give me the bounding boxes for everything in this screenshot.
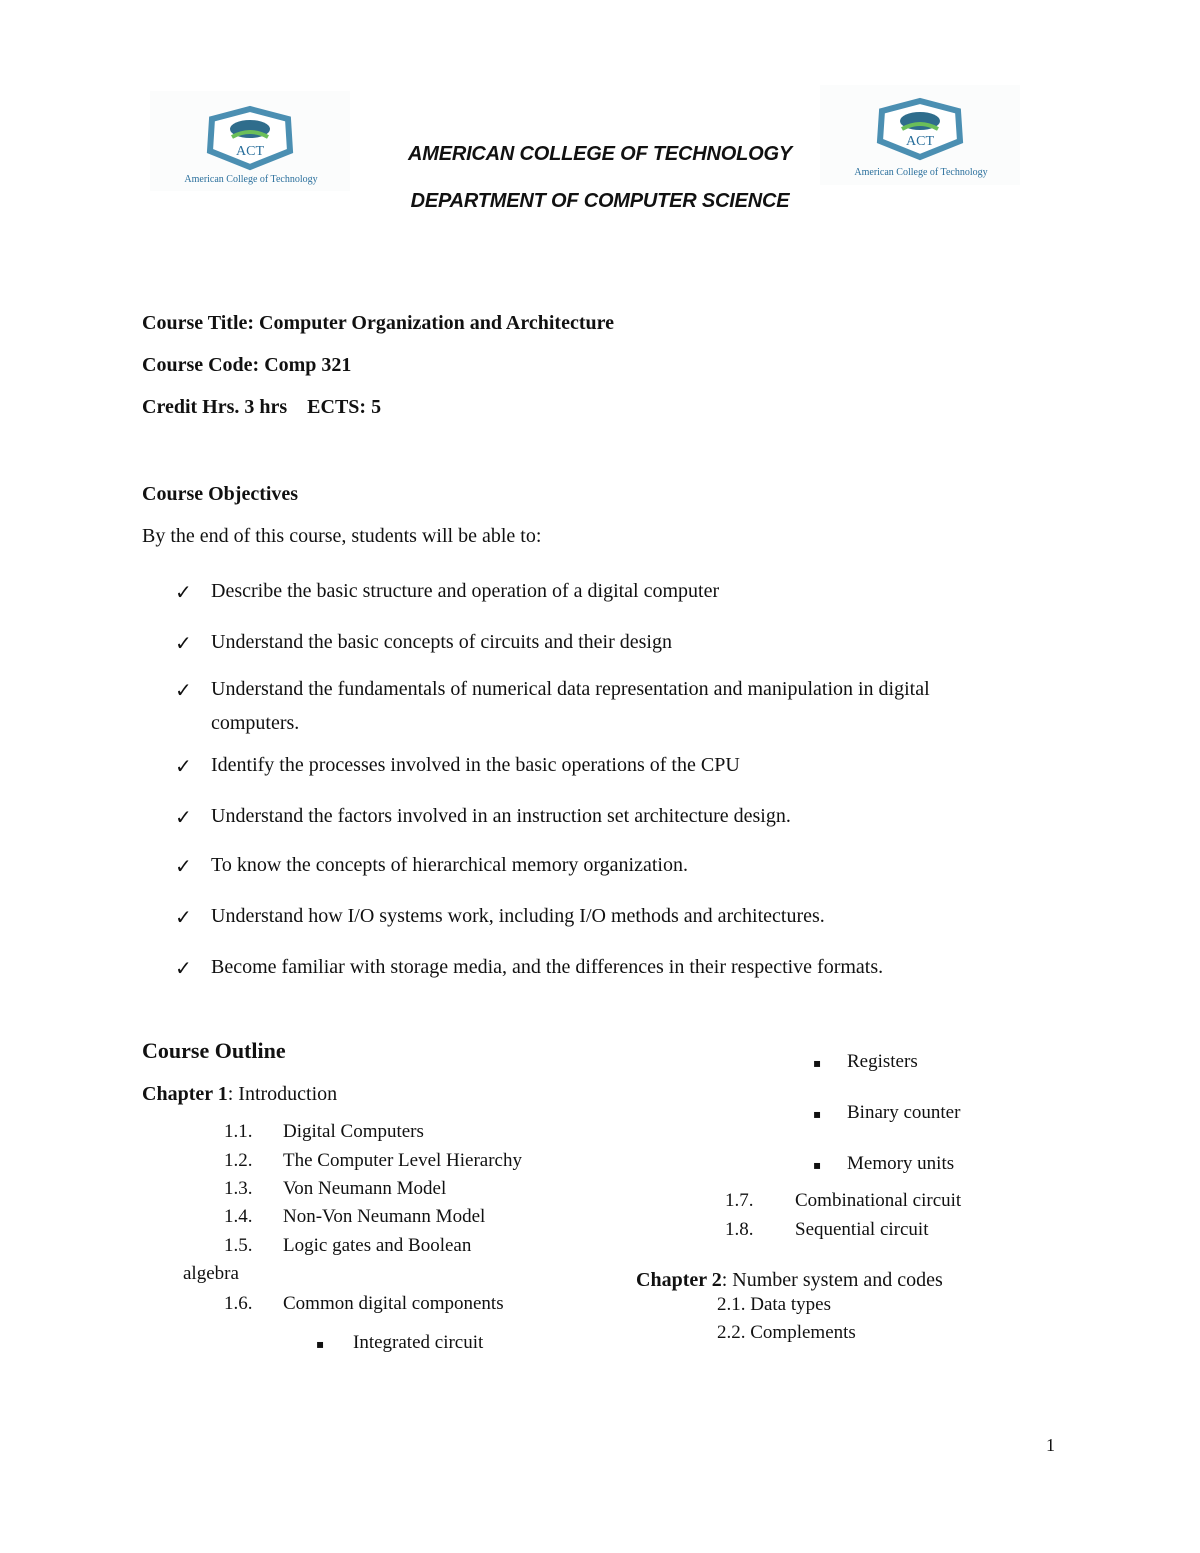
component-item: Binary counter	[847, 1102, 961, 1123]
check-icon: ✓	[175, 854, 192, 878]
logo-text: ACT	[906, 134, 934, 149]
chapter-2-label: Chapter 2	[636, 1269, 722, 1291]
section-number: 1.3.	[224, 1178, 253, 1199]
objective-item: Understand the factors involved in an instruction set architecture design.	[211, 805, 791, 827]
check-icon: ✓	[175, 631, 192, 655]
course-title: Course Title: Computer Organization and Architecture	[142, 312, 615, 334]
section-title: The Computer Level Hierarchy	[283, 1150, 522, 1171]
section-title: Digital Computers	[283, 1121, 424, 1142]
section-title: Logic gates and Boolean	[283, 1235, 472, 1256]
page-number: 1	[1046, 1435, 1055, 1455]
bullet-icon: ▪	[813, 1107, 822, 1121]
chapter-2-heading	[636, 1269, 943, 1292]
section-number: 1.6.	[224, 1293, 253, 1314]
objectives-intro: By the end of this course, students will be able to:	[142, 525, 542, 547]
bullet-icon: ▪	[316, 1337, 325, 1351]
logo-caption: American College of Technology	[184, 174, 318, 185]
chapter-1-title: : Introduction	[227, 1083, 338, 1105]
section-number: 1.5.	[224, 1235, 253, 1256]
component-item: Integrated circuit	[353, 1332, 484, 1353]
chapter-1-heading	[142, 1083, 337, 1106]
section-number: 1.2.	[224, 1150, 253, 1171]
objective-item: Understand the fundamentals of numerical data representation and manipulation in digital	[211, 678, 930, 700]
component-item: Memory units	[847, 1153, 955, 1174]
section-title: Combinational circuit	[795, 1190, 962, 1211]
objective-item: Describe the basic structure and operation of a digital computer	[211, 580, 720, 602]
course-code: Course Code: Comp 321	[142, 354, 352, 376]
section-title: 2.1. Data types	[717, 1294, 831, 1315]
course-credits: Credit Hrs. 3 hrs ECTS: 5	[142, 396, 382, 418]
bullet-icon: ▪	[813, 1056, 822, 1070]
section-number: 1.7.	[725, 1190, 754, 1211]
section-title: Non-Von Neumann Model	[283, 1206, 486, 1227]
section-number: 1.4.	[224, 1206, 253, 1227]
check-icon: ✓	[175, 905, 192, 929]
department-name: DEPARTMENT OF COMPUTER SCIENCE	[410, 190, 790, 212]
objective-item: Become familiar with storage media, and the differences in their respective formats.	[211, 956, 884, 978]
check-icon: ✓	[175, 678, 192, 702]
section-title: Common digital components	[283, 1293, 504, 1314]
objective-item: Understand the basic concepts of circuits and their design	[211, 631, 672, 653]
chapter-2-title: : Number system and codes	[721, 1269, 943, 1291]
section-number: 1.1.	[224, 1121, 253, 1142]
chapter-1-label: Chapter 1	[142, 1083, 228, 1105]
check-icon: ✓	[175, 956, 192, 980]
objective-item: Understand how I/O systems work, including I/O methods and architectures.	[211, 905, 825, 927]
section-title: Sequential circuit	[795, 1219, 929, 1240]
component-item: Registers	[847, 1051, 918, 1072]
logo-text: ACT	[236, 144, 264, 159]
section-title: Von Neumann Model	[283, 1178, 447, 1199]
check-icon: ✓	[175, 754, 192, 778]
logo-caption: American College of Technology	[854, 167, 988, 178]
section-title-continuation: algebra	[183, 1263, 239, 1284]
section-title: 2.2. Complements	[717, 1322, 856, 1343]
college-logo-left	[150, 91, 350, 191]
outline-heading: Course Outline	[142, 1038, 286, 1063]
college-name: AMERICAN COLLEGE OF TECHNOLOGY	[407, 143, 792, 165]
college-logo-right	[820, 85, 1020, 185]
objective-item-continuation: computers.	[211, 712, 300, 734]
check-icon: ✓	[175, 580, 192, 604]
objective-item: Identify the processes involved in the basic operations of the CPU	[211, 754, 740, 776]
objective-item: To know the concepts of hierarchical memory organization.	[211, 854, 688, 876]
check-icon: ✓	[175, 805, 192, 829]
bullet-icon: ▪	[813, 1158, 822, 1172]
section-number: 1.8.	[725, 1219, 754, 1240]
objectives-heading: Course Objectives	[142, 483, 299, 505]
